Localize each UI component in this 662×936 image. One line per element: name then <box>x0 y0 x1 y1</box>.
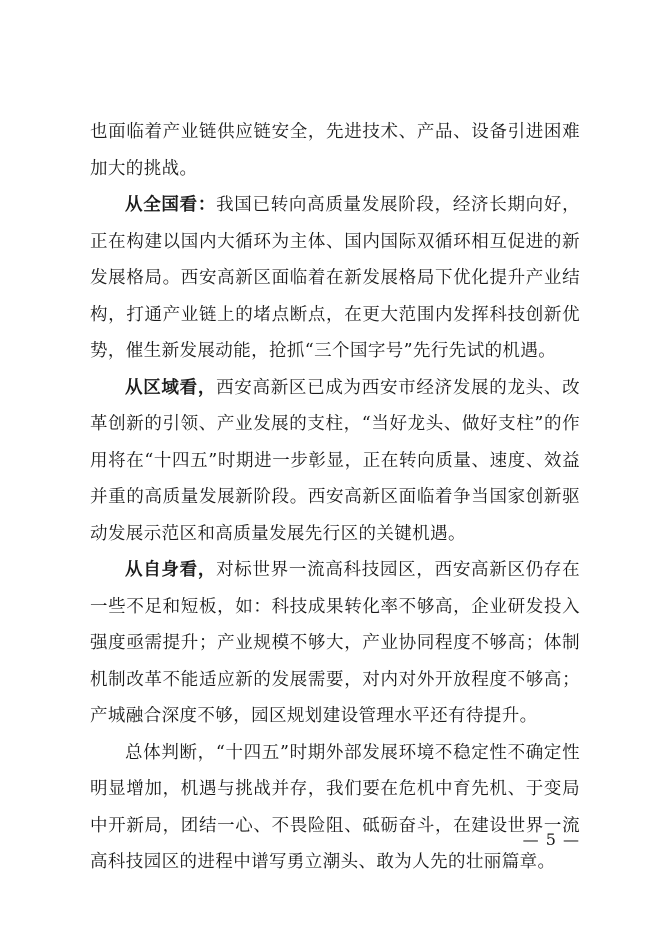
page-number: — 5 — <box>522 830 580 849</box>
paragraph-national-view <box>90 187 580 370</box>
paragraph-lead: 从自身看， <box>125 560 217 580</box>
paragraph-lead: 从全国看： <box>125 195 217 215</box>
paragraph-lead: 从区域看， <box>125 377 217 398</box>
paragraph-self-view <box>90 552 580 735</box>
paragraph-continuation <box>90 114 580 187</box>
paragraph-regional-view <box>90 370 580 553</box>
paragraph-text: 总体判断，“十四五”时期外部发展环境不稳定性不确定性明显增加，机遇与挑战并存，我们要在危机中育先机、于变局中开新局，团结一心、不畏险阻、砥砺奋斗，在建设世界一流高科技园区的进程中谱写勇立潮头、敢为人先的壮丽篇章。 <box>90 742 580 872</box>
paragraph-text: 我国已转向高质量发展阶段，经济长期向好，正在构建以国内大循环为主体、国内国际双循环相互促进的新发展格局。西安高新区面临着在新发展格局下优化提升产业结构，打通产业链上的堵点断点，在更大范围内发挥科技创新优势，催生新发展动能，抢抓“三个国字号”先行先试的机遇。 <box>90 195 580 361</box>
paragraph-text: 也面临着产业链供应链安全，先进技术、产品、设备引进困难加大的挑战。 <box>90 122 580 179</box>
document-body <box>90 114 580 881</box>
paragraph-text: 对标世界一流高科技园区，西安高新区仍存在一些不足和短板，如：科技成果转化率不够高，企业研发投入强度亟需提升；产业规模不够大，产业协同程度不够高；体制机制改革不能适应新的发展需要，对内对外开放程度不够高；产城融合深度不够，园区规划建设管理水平还有待提升。 <box>90 560 580 726</box>
paragraph-text: 西安高新区已成为西安市经济发展的龙头、改革创新的引领、产业发展的支柱，“当好龙头、做好支柱”的作用将在“十四五”时期进一步彰显，正在转向质量、速度、效益并重的高质量发展新阶段。西安高新区面临着争当国家创新驱动发展示范区和高质量发展先行区的关键机遇。 <box>90 377 580 544</box>
paragraph-overall-judgment <box>90 735 580 881</box>
